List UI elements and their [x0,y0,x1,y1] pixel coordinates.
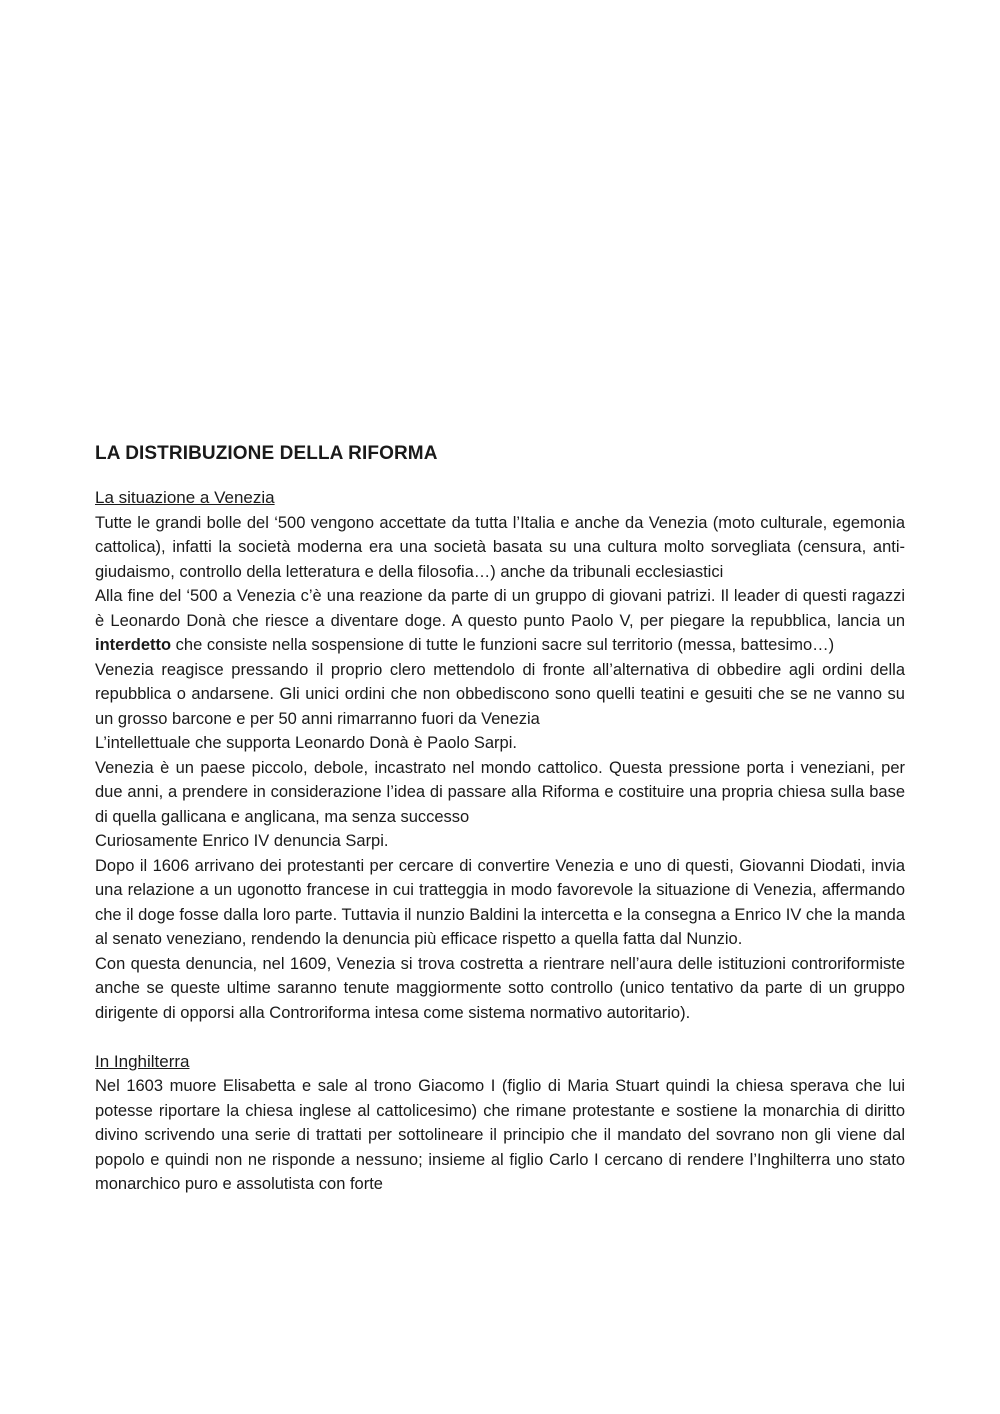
section-inghilterra [95,1050,905,1197]
paragraph-text: che consiste nella sospensione di tutte le funzioni sacre sul territorio (messa, battesimo…) [171,636,835,654]
paragraph: Venezia è un paese piccolo, debole, incastrato nel mondo cattolico. Questa pressione porta i veneziani, per due anni, a prendere in considerazione l’idea di passare alla Riforma e costituire una propria chiesa sulla base di quella gallicana e anglicana, ma senza successo [95,758,905,826]
section-heading: La situazione a Venezia [95,488,275,507]
paragraph-text: Alla fine del ‘500 a Venezia c’è una reazione da parte di un gruppo di giovani patrizi. Il leader di questi ragazzi è Leonardo Donà che riesce a diventare doge. A questo punto Paolo V, per piegare la repubblica, lancia un [95,587,905,630]
paragraph [95,584,905,658]
paragraph: Tutte le grandi bolle del ‘500 vengono accettate da tutta l’Italia e anche da Venezia (moto culturale, egemonia cattolica), infatti la società moderna era una società basata su una cultura molto sorvegliata (censura, anti-giudaismo, controllo della letteratura e della filosofia…) anche da tribunali ecclesiastici [95,513,905,581]
section-heading: In Inghilterra [95,1051,190,1071]
document-title: LA DISTRIBUZIONE DELLA RIFORMA [95,443,438,464]
section-venezia [95,486,905,1025]
paragraph: Dopo il 1606 arrivano dei protestanti per cercare di convertire Venezia e uno di questi, Giovanni Diodati, invia una relazione a un ugonotto francese in cui tratteggia in modo favorevole la situazione di Venezia, affermando che il doge fosse dalla loro parte. Tuttavia il nunzio Baldini la intercetta e la consegna a Enrico IV che la manda al senato veneziano, rendendo la denuncia più efficace rispetto a quella fatta dal Nunzio. [95,856,905,948]
spacer [95,1025,905,1050]
paragraph: Venezia reagisce pressando il proprio clero mettendolo di fronte all’alternativa di obbedire agli ordini della repubblica o andarsene. Gli unici ordini che non obbediscono sono quelli teatini e gesuiti che se ne vanno su un grosso barcone e per 50 anni rimarranno fuori da Venezia [95,660,905,728]
paragraph: Con questa denuncia, nel 1609, Venezia si trova costretta a rientrare nell’aura delle istituzioni controriformiste anche se queste ultime saranno tenute maggiormente sotto controllo (unico tentativo da parte di un gruppo dirigente di opporsi alla Controriforma intesa come sistema normativo autoritario). [95,954,905,1022]
bold-term: interdetto [95,636,172,654]
paragraph: Curiosamente Enrico IV denuncia Sarpi. [95,832,389,850]
paragraph: L’intellettuale che supporta Leonardo Donà è Paolo Sarpi. [95,734,517,752]
paragraph: Nel 1603 muore Elisabetta e sale al trono Giacomo I (figlio di Maria Stuart quindi la chiesa sperava che lui potesse riportare la chiesa inglese al cattolicesimo) che rimane protestante e sostiene la monarchia di diritto divino scrivendo una serie di trattati per sottolineare il principio che il mandato del sovrano non gli viene dal popolo e quindi non ne risponde a nessuno; insieme al figlio Carlo I cercano di rendere l’Inghilterra uno stato monarchico puro e assolutista con forte [95,1077,905,1193]
document-body [95,440,905,1197]
